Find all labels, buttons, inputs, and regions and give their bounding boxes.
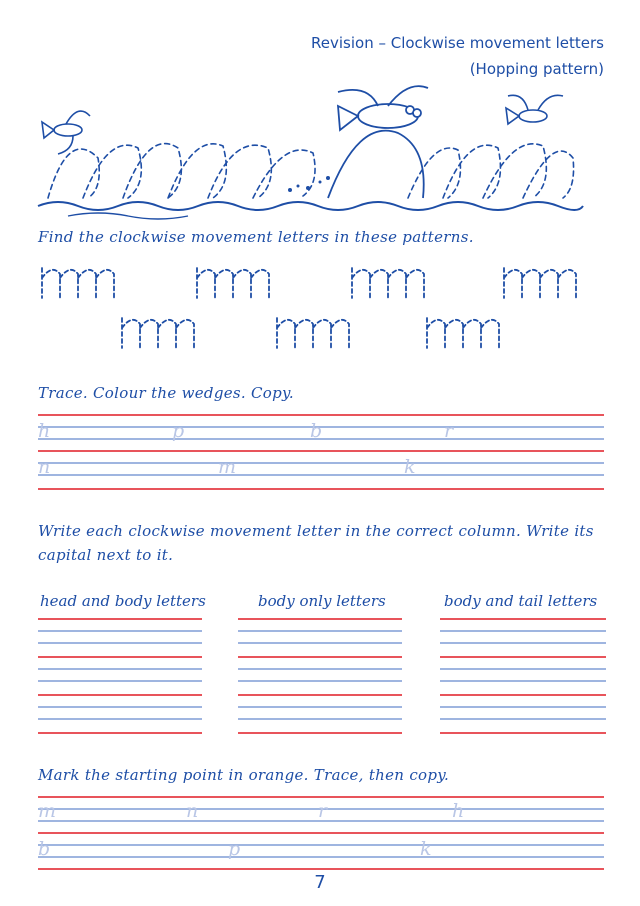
column-lines-1[interactable] — [38, 618, 202, 738]
pattern-1 — [42, 268, 114, 298]
pattern-5 — [122, 318, 194, 348]
column-body-and-tail: body and tail letters — [444, 592, 598, 610]
page-header — [311, 30, 604, 82]
pattern-7 — [427, 318, 499, 348]
fish-icon — [42, 111, 90, 154]
pattern-4 — [504, 268, 576, 298]
page-title: Revision – Clockwise movement letters — [311, 34, 604, 52]
trace-letter: p — [172, 420, 185, 442]
page-number: 7 — [314, 872, 326, 893]
hopping-fish-illustration — [28, 78, 588, 223]
trace-letter: h — [38, 420, 51, 442]
column-lines-2[interactable] — [238, 618, 402, 738]
instruction-trace-colour: Trace. Colour the wedges. Copy. — [38, 384, 294, 402]
column-body-only: body only letters — [258, 592, 386, 610]
pattern-2 — [197, 268, 269, 298]
instruction-columns-line1: Write each clockwise movement letter in the correct column. Write its — [38, 522, 594, 540]
trace-letter: m — [38, 800, 57, 822]
pattern-3 — [352, 268, 424, 298]
trace-letter: b — [38, 838, 51, 860]
column-head-and-body: head and body letters — [40, 592, 206, 610]
column-lines-3[interactable] — [440, 618, 606, 738]
page-subtitle: (Hopping pattern) — [469, 60, 604, 78]
trace-letter: p — [228, 838, 241, 860]
instruction-mark-start: Mark the starting point in orange. Trace, then copy. — [38, 766, 450, 784]
trace-letter: m — [218, 456, 237, 478]
writing-guide-2 — [38, 450, 604, 506]
dashed-letter-patterns — [30, 258, 610, 358]
trace-letter: h — [452, 800, 465, 822]
trace-letter: n — [186, 800, 199, 822]
instruction-columns-line2: capital next to it. — [38, 546, 174, 564]
trace-letter: k — [404, 456, 416, 478]
trace-letter: r — [444, 420, 454, 442]
instruction-find-letters: Find the clockwise movement letters in these patterns. — [38, 228, 474, 246]
pattern-6 — [277, 318, 349, 348]
trace-letter: b — [310, 420, 323, 442]
trace-letter: n — [38, 456, 51, 478]
trace-letter: r — [318, 800, 328, 822]
trace-letter: k — [420, 838, 432, 860]
